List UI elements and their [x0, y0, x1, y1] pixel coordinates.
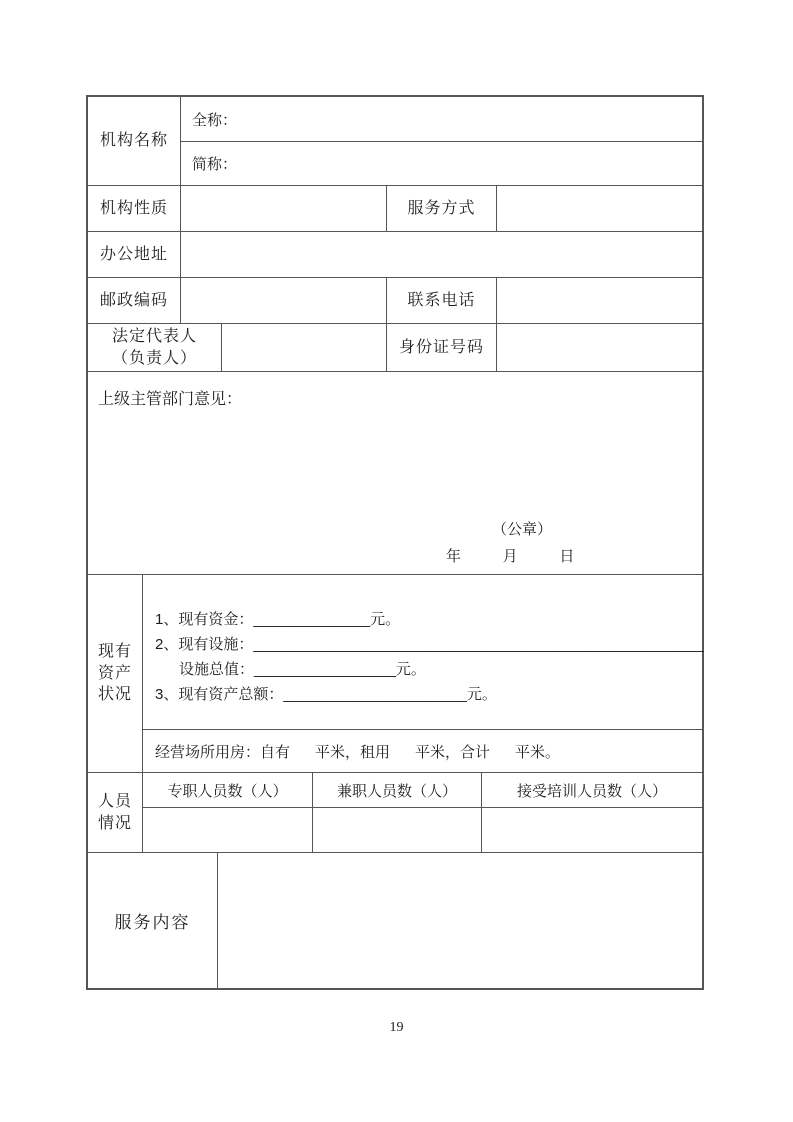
legal-rep-value-cell — [222, 324, 387, 371]
asset-item-funds: 1、现有资金：______________元。 — [155, 611, 401, 628]
personnel-trained-value-cell — [482, 808, 702, 852]
row-org-nature — [88, 186, 702, 232]
org-name-label: 机构名称 — [99, 132, 168, 150]
personnel-label-line1: 人员 — [97, 792, 132, 810]
row-personnel — [88, 773, 702, 853]
service-mode-label: 服务方式 — [407, 199, 476, 217]
assets-list-row — [143, 575, 704, 730]
premises-row — [143, 730, 704, 772]
org-full-name-row — [181, 97, 702, 142]
postal-code-label: 邮政编码 — [99, 291, 168, 309]
org-full-name-label: 全称： — [192, 111, 238, 129]
row-service-content — [88, 853, 702, 988]
org-short-name-row — [181, 142, 702, 185]
service-mode-label-cell — [387, 186, 497, 231]
personnel-fulltime-value-cell — [143, 808, 313, 852]
org-nature-label: 机构性质 — [99, 199, 168, 217]
contact-phone-label: 联系电话 — [407, 291, 476, 309]
id-number-label-cell — [387, 324, 497, 371]
personnel-label-line2: 情况 — [97, 814, 132, 832]
personnel-label — [98, 791, 132, 834]
personnel-label-cell — [88, 773, 143, 852]
assets-label — [98, 641, 132, 706]
contact-phone-value-cell — [497, 278, 702, 323]
assets-label-line3: 状况 — [97, 686, 132, 704]
row-office-address — [88, 232, 702, 278]
opinion-date-line: 年 月 日 — [446, 548, 575, 565]
service-content-value-cell — [218, 853, 702, 988]
asset-item-facilities-value: 设施总值：_________________元。 — [179, 661, 426, 678]
contact-phone-label-cell — [387, 278, 497, 323]
official-stamp-placeholder: （公章） — [492, 521, 553, 538]
service-content-label: 服务内容 — [114, 913, 191, 932]
assets-label-line1: 现有 — [97, 643, 132, 661]
personnel-col-trained-header: 接受培训人员数（人） — [516, 782, 667, 800]
service-content-label-cell — [88, 853, 218, 988]
premises-line: 经营场所用房：自有 平米，租用 平米，合计 平米。 — [155, 743, 561, 761]
org-nature-label-cell — [88, 186, 181, 231]
org-name-label-cell — [88, 97, 181, 185]
assets-label-cell — [88, 575, 143, 772]
row-assets — [88, 575, 702, 773]
id-number-value-cell — [497, 324, 702, 371]
id-number-label: 身份证号码 — [398, 338, 484, 356]
assets-label-line2: 资产 — [97, 664, 132, 682]
personnel-col-parttime-header: 兼职人员数（人） — [313, 773, 482, 807]
row-superior-opinion — [88, 372, 702, 575]
asset-item-total: 3、现有资产总额：______________________元。 — [155, 686, 497, 703]
page-number: 19 — [389, 1020, 404, 1035]
asset-item-facilities: 2、现有设施：______________________________________________________ — [155, 636, 704, 653]
postal-code-value-cell — [181, 278, 387, 323]
org-short-name-cell — [181, 142, 702, 185]
personnel-values-row — [143, 808, 702, 852]
superior-opinion-label: 上级主管部门意见： — [98, 391, 243, 408]
postal-code-label-cell — [88, 278, 181, 323]
superior-opinion-cell — [88, 372, 702, 574]
row-postal-phone — [88, 278, 702, 324]
legal-rep-label-cell — [88, 324, 222, 371]
personnel-parttime-value-cell — [313, 808, 482, 852]
office-address-label-cell — [88, 232, 181, 277]
personnel-header-row — [143, 773, 702, 808]
row-org-name — [88, 97, 702, 186]
org-nature-value-cell — [181, 186, 387, 231]
legal-rep-label-line2: （负责人） — [111, 349, 197, 367]
office-address-label: 办公地址 — [99, 245, 168, 263]
registration-form-table — [86, 95, 704, 990]
office-address-value-cell — [181, 232, 702, 277]
org-short-name-label: 简称： — [192, 156, 238, 173]
service-mode-value-cell — [497, 186, 702, 231]
org-name-values — [181, 97, 702, 185]
assets-list — [143, 575, 704, 729]
legal-rep-label — [112, 326, 197, 369]
assets-content — [143, 575, 704, 772]
row-legal-rep — [88, 324, 702, 372]
personnel-col-fulltime-header: 专职人员数（人） — [143, 773, 313, 807]
personnel-table — [143, 773, 702, 852]
org-full-name-cell — [181, 97, 702, 141]
legal-rep-label-line1: 法定代表人 — [111, 327, 197, 345]
